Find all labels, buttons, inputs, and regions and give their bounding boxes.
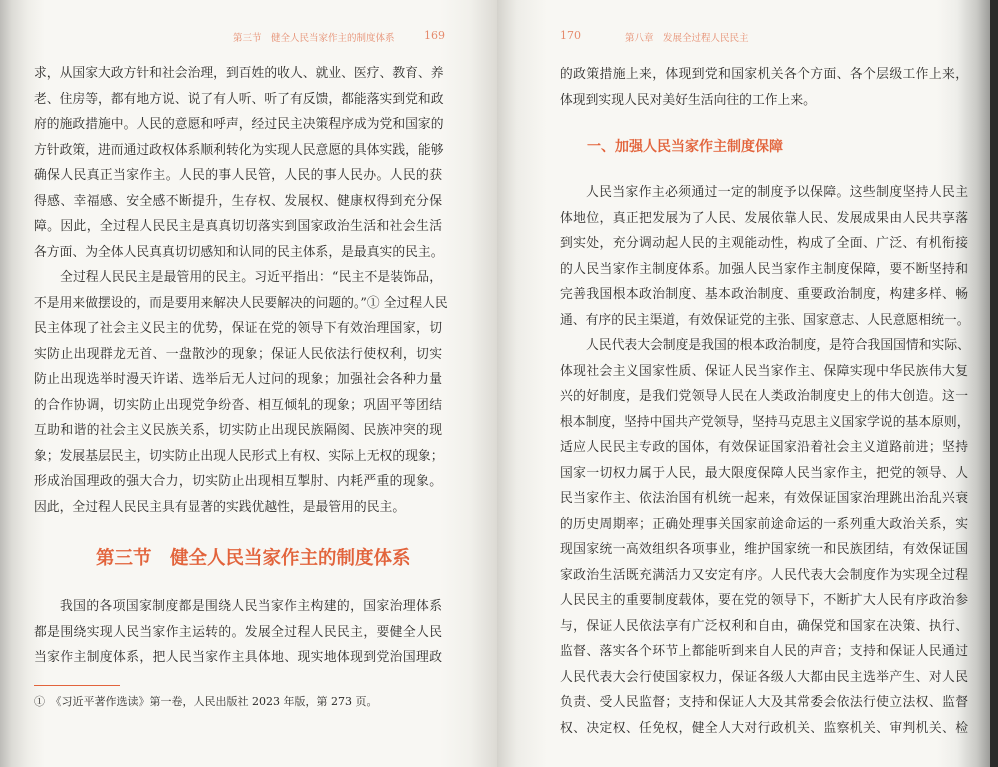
text-line: 府的施政措施中。人民的意愿和呼声，经过民主决策程序成为党和国家的 <box>34 117 444 132</box>
text-line: 人民代表大会制度是我国的根本政治制度，是符合我国国情和实际、 <box>586 338 970 353</box>
text-line: 完善我国根本政治制度、基本政治制度、重要政治制度，构建多样、畅 <box>560 287 968 302</box>
body-text <box>34 594 442 671</box>
page-number: 170 <box>560 29 581 42</box>
text-line: 到实处，充分调动起人民的主观能动性，构成了全面、广泛、有机衔接 <box>560 236 968 251</box>
text-line: 权、决定权、任免权，健全人大对行政机关、监察机关、审判机关、检 <box>560 720 968 736</box>
text-line: 适应人民民主专政的国体，有效保证国家沿着社会主义道路前进；坚持 <box>560 440 968 455</box>
text-line: 的合作协调，切实防止出现党争纷沓、相互倾轧的现象；巩固平等团结 <box>34 397 442 413</box>
body-text <box>560 62 968 113</box>
text-line: 国家一切权力属于人民，最大限度保障人民当家作主，把党的领导、人 <box>560 465 968 481</box>
text-line: 体现社会主义国家性质、保证人民当家作主、保障实现中华民族伟大复 <box>560 363 968 379</box>
text-line: 的历史周期率；正确处理事关国家前途命运的一系列重大政治关系，实 <box>560 516 968 532</box>
book-edge <box>990 0 998 767</box>
text-line: 兴的好制度，是我们党领导人民在人类政治制度史上的伟大创造。这一 <box>560 389 968 404</box>
page-number: 169 <box>424 29 445 42</box>
text-line: 家政治生活既充满活力又安定有序。人民代表大会制度作为实现全过程 <box>560 567 968 583</box>
text-line: 全过程人民民主是最管用的民主。习近平指出：“民主不是装饰品， <box>60 270 442 285</box>
text-line: 方针政策，进而通过政权体系顺利转化为实现人民意愿的具体实践，能够 <box>34 142 444 158</box>
text-line: 体地位，真正把发展为了人民、发展依靠人民、发展成果由人民共享落 <box>560 210 968 226</box>
text-line: 形成治国理政的强大合力，切实防止出现相互掣肘、内耗严重的现象。 <box>34 474 442 489</box>
text-line: 通、有序的民主渠道，有效保证党的主张、国家意志、人民意愿相统一。 <box>560 312 970 328</box>
text-line: 确保人民真正当家作主。人民的事人民管，人民的事人民办。人民的获 <box>34 168 442 183</box>
running-head: 第三节 健全人民当家作主的制度体系 <box>233 33 395 44</box>
left-page <box>0 0 497 767</box>
text-line: 得感、幸福感、安全感不断提升，生存权、发展权、健康权得到充分保 <box>34 193 442 209</box>
subsection-heading: 一、加强人民当家作主制度保障 <box>587 139 783 155</box>
text-line: 现国家统一高效组织各项事业，维护国家统一和民族团结，有效保证国 <box>560 542 968 557</box>
body-text <box>34 61 448 520</box>
text-line: 与，保证人民依法享有广泛权利和自由，确保党和国家在决策、执行、 <box>560 618 968 634</box>
text-line: 民主体现了社会主义民主的优势，保证在党的领导下有效治理国家，切 <box>34 321 442 336</box>
text-line: 实防止出现群龙无首、一盘散沙的现象；保证人民依法行使权利，切实 <box>34 346 442 362</box>
text-line: 人民民主的重要制度载体，要在党的领导下，不断扩大人民有序政治参 <box>560 593 968 608</box>
footnote: ① 《习近平著作选读》第一卷，人民出版社 2023 年版，第 273 页。 <box>34 695 378 708</box>
text-line: 各方面、为全体人民真真切切感知和认同的民主体系，是最真实的民主。 <box>34 244 444 260</box>
text-line: 人民代表大会行使国家权力，保证各级人大都由民主选举产生、对人民 <box>560 669 968 685</box>
text-line: 民当家作主、依法治国有机统一起来，有效保证国家治理跳出治乱兴衰 <box>560 491 968 506</box>
text-line: 防止出现选举时漫天许诺、选举后无人过问的现象；加强社会各种力量 <box>34 372 442 387</box>
text-line: 负责、受人民监督；支持和保证人大及其常委会依法行使立法权、监督 <box>560 695 968 710</box>
text-line: 人民当家作主必须通过一定的制度予以保障。这些制度坚持人民主 <box>586 185 968 200</box>
text-line: 的政策措施上来，体现到党和国家机关各个方面、各个层级工作上来， <box>560 67 968 82</box>
text-line: 象；发展基层民主，切实防止出现人民形式上有权、实际上无权的现象； <box>34 448 444 464</box>
text-line: 互助和谐的社会主义民族关系，切实防止出现民族隔阂、民族冲突的现 <box>34 423 442 438</box>
text-line: 不是用来做摆设的，而是要用来解决人民要解决的问题的。”① 全过程人民 <box>34 295 448 311</box>
text-line: 老、住房等，都有地方说、说了有人听、听了有反馈，都能落实到党和政 <box>34 91 444 107</box>
text-line: 都是围绕实现人民当家作主运转的。发展全过程人民民主，要健全人民 <box>34 624 442 640</box>
text-line: 我国的各项国家制度都是围绕人民当家作主构建的，国家治理体系 <box>60 599 442 614</box>
text-line: 根本制度，坚持中国共产党领导，坚持马克思主义国家学说的基本原则， <box>560 414 970 430</box>
footnote-divider <box>34 685 120 686</box>
text-line: 当家作主制度体系，把人民当家作主具体地、现实地体现到党治国理政 <box>34 650 442 665</box>
text-line: 因此，全过程人民民主具有显著的实践优越性，是最管用的民主。 <box>34 499 406 515</box>
text-line: 的人民当家作主制度体系。加强人民当家作主制度保障，要不断坚持和 <box>560 261 968 277</box>
text-line: 障。因此，全过程人民民主是真真切切落实到国家政治生活和社会生活 <box>34 219 442 234</box>
text-line: 监督、落实各个环节上都能听到来自人民的声音；支持和保证人民通过 <box>560 644 968 659</box>
text-line: 体现到实现人民对美好生活向往的工作上来。 <box>560 92 816 108</box>
right-page <box>497 0 990 767</box>
body-text <box>560 180 968 741</box>
text-line: 求，从国家大政方针和社会治理，到百姓的收人、就业、医疗、教育、养 <box>34 66 444 81</box>
running-head: 第八章 发展全过程人民民主 <box>625 33 749 44</box>
section-heading: 第三节 健全人民当家作主的制度体系 <box>96 548 411 569</box>
